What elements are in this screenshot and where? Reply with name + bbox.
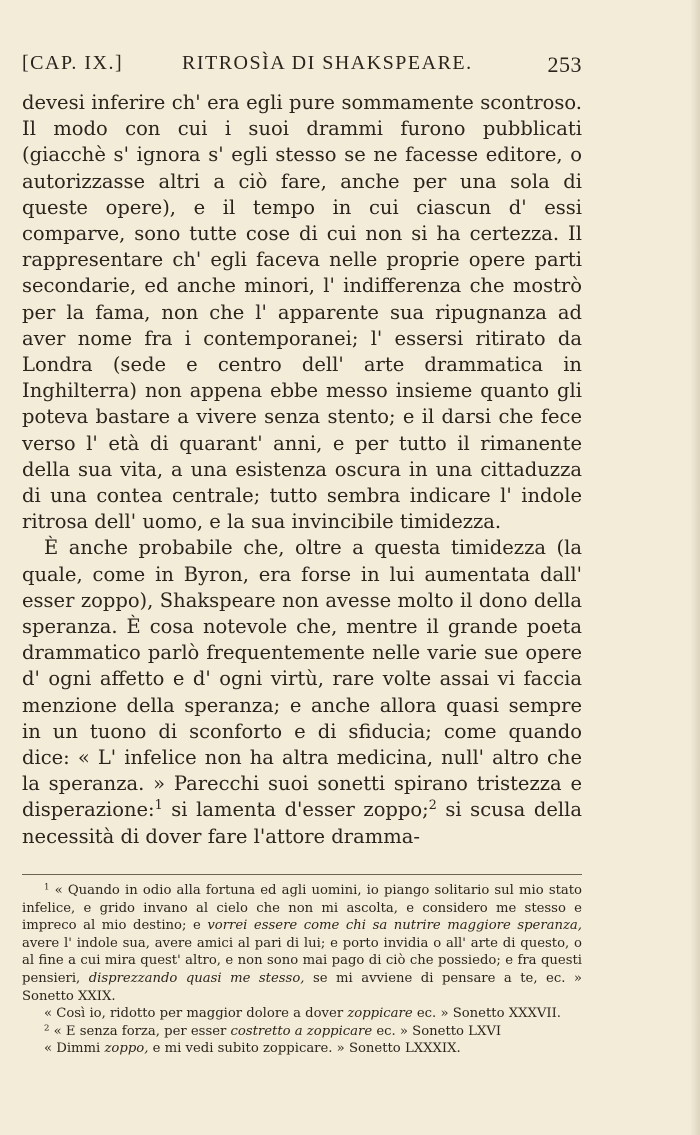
footnote-ref-1[interactable]: 1 (154, 797, 163, 813)
footnote-ref-2[interactable]: 2 (428, 797, 437, 813)
footnote-1 (22, 882, 582, 1005)
footnote-2-mark: 2 (44, 1023, 50, 1034)
page-edge-shadow (690, 0, 700, 1135)
paragraph-2-text-a: È anche probabile che, oltre a questa timidezza (la quale, come in Byron, era forse in lui aumentata dall' esser zoppo), Shakspeare non avesse molto il dono della speranza. È cosa notevole che, mentre il grande poeta drammatico parlò frequentemente nelle varie sue opere d' ogni affetto e d' ogni virtù, rare volte assai vi faccia menzione della speranza; e anche allora quasi sempre in un tuono di sconforto e di sfiducia; come quando dice: « L' infelice non ha altra medicina, null' altro che la speranza. » Parecchi suoi sonetti spirano tristezza e disperazione: (22, 536, 582, 822)
footnote-1b-italic: zoppicare (347, 1006, 413, 1022)
footnote-2-italic: costretto a zoppicare (230, 1023, 373, 1039)
footnote-1-italic-b: disprezzando quasi me stesso, (88, 970, 305, 986)
footnote-1-italic-a: vorrei essere come chi sa nutrire maggiore speranza, (207, 918, 582, 934)
footnote-2b-text-a: « Dimmi (44, 1041, 105, 1057)
paragraph-2-text-b: si lamenta d'esser zoppo; (162, 798, 429, 822)
chapter-label: [CAP. IX.] (22, 52, 124, 74)
footnote-1b-text-b: ec. » Sonetto XXXVII. (412, 1006, 561, 1022)
footnote-2b-text-b: e mi vedi subito zoppicare. » Sonetto LXXXIX. (148, 1041, 461, 1057)
footnote-divider (22, 874, 582, 875)
page-number: 253 (547, 52, 582, 77)
footnote-2 (22, 1023, 582, 1041)
running-title: RITROSÌA DI SHAKSPEARE. (182, 52, 473, 74)
footnote-1-text-b: avere l' indole sua, avere amici al pari di lui; e porto invidia o all' arte di questo, o al fine a cui mira quest' altro, e non sono mai pago di ciò che possiedo; e fra questi pensieri, (22, 935, 582, 986)
footnote-2-text-a: « E senza forza, per esser (49, 1023, 231, 1039)
footnote-2-continued (22, 1040, 582, 1058)
paragraph-2-text-c: si scusa della necessità di dover fare l'attore dramma- (22, 798, 583, 848)
footnote-1b-text-a: « Così io, ridotto per maggior dolore a dover (44, 1006, 348, 1022)
footnote-2b-italic: zoppo, (104, 1041, 149, 1057)
footnote-2-text-b: ec. » Sonetto LXVI (372, 1023, 502, 1039)
footnote-1-text-a: « Quando in odio alla fortuna ed agli uomini, io piango solitario sul mio stato infelice, e grido invano al cielo che non mi ascolta, e considero me stesso e impreco al mio destino; e (22, 883, 582, 934)
paragraph-2 (22, 535, 582, 849)
paragraph-1: devesi inferire ch' era egli pure sommamente scontroso. Il modo con cui i suoi drammi furono pubblicati (giacchè s' ignora s' egli stesso se ne facesse editore, o autorizzasse altri a ciò fare, anche per una sola di queste opere), e il tempo in cui ciascun d' essi comparve, sono tutte cose di cui non si ha certezza. Il rappresentare ch' egli faceva nelle proprie opere parti secondarie, ed anche minori, l' indifferenza che mostrò per la fama, non che l' apparente sua ripugnanza ad aver nome fra i contemporanei; l' essersi ritirato da Londra (sede e centro dell' arte drammatica in Inghilterra) non appena ebbe messo insieme quanto gli poteva bastare a vivere senza stento; e il darsi che fece verso l' età di quarant' anni, e per tutto il rimanente della sua vita, a una esistenza oscura in una cittaduzza di una contea centrale; tutto sembra indicare l' indole ritrosa dell' uomo, e la sua invincibile timidezza. (22, 91, 582, 534)
footnote-1-mark: 1 (44, 882, 50, 893)
main-text (22, 90, 582, 850)
footnote-1-continued (22, 1005, 582, 1023)
footnotes (22, 882, 582, 1058)
footnote-1-text-c: se mi avviene di pensare a te, ec. » Sonetto XXIX. (22, 970, 582, 1004)
